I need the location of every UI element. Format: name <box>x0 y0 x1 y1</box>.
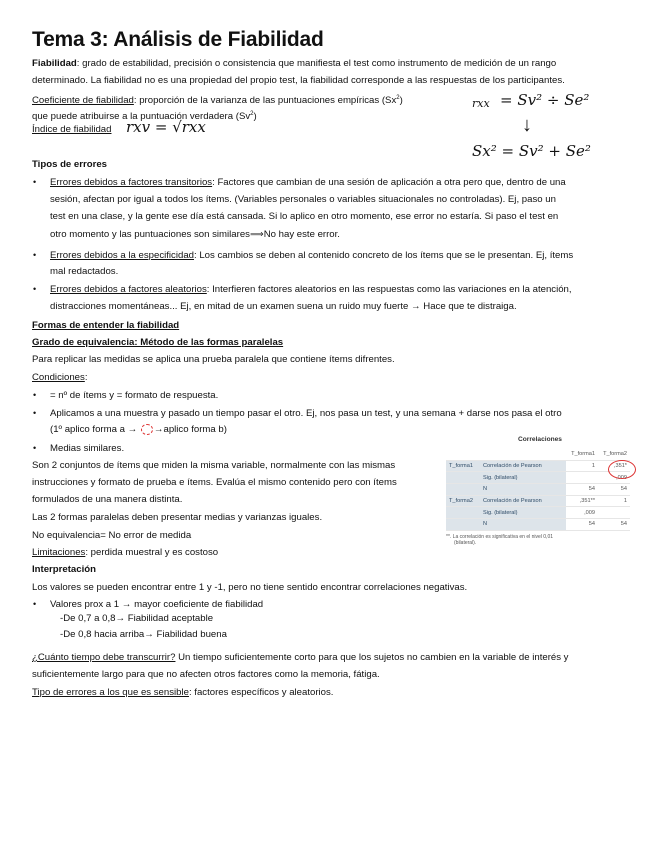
interpretation-sub-2: -De 0,8 hacia arriba→ Fiabilidad buena <box>60 629 227 640</box>
condition-2-line-1: Aplicamos a una muestra y pasado un tiempo pasar el otro. Ej, nos pasa un test, y una semana + darse nos pasa el otro <box>50 408 562 419</box>
row-stat: N <box>480 484 566 496</box>
limitations-label: Limitaciones <box>32 547 86 558</box>
table-row <box>446 484 630 496</box>
row-group <box>446 484 480 496</box>
para-1-line-2: instrucciones y formato de prueba e ítems. Evalúa el mismo contenido pero con ítems <box>32 477 397 488</box>
row-group <box>446 507 480 519</box>
formula-rxx: rxx <box>472 97 490 110</box>
error-1-line-2: sesión, afectan por igual a todos los ítems. (Variables personales o variables situacionales no controladas). Ej, paso un <box>50 194 556 205</box>
cell-value <box>598 507 630 519</box>
interpretation-heading: Interpretación <box>32 564 96 575</box>
row-group: T_forma1 <box>446 460 480 472</box>
formula-ratio: = Sv² ÷ Se² <box>500 91 590 109</box>
formula-sum: Sx² = Sv² + Se² <box>472 142 591 160</box>
error-3-text-1: : Interfieren factores aleatorios en las respuestas como las variaciones en la atención, <box>206 284 572 295</box>
forms-heading: Formas de entender la fiabilidad <box>32 320 180 331</box>
row-stat: Correlación de Pearson <box>480 495 566 507</box>
table-row <box>446 460 630 472</box>
error-1-term: Errores debidos a factores transitorios <box>50 177 213 188</box>
cell-value: 54 <box>598 484 630 496</box>
errors-heading: Tipos de errores <box>32 159 108 170</box>
table-row <box>446 507 630 519</box>
interpretation-sub-1: -De 0,7 a 0,8→ Fiabilidad aceptable <box>60 613 214 624</box>
error-2-text-1: : Los cambios se deben al contenido concreto de los ítems que se le presentan. Ej, ítems <box>194 250 574 261</box>
time-line-2: suficientemente largo para que no afecten otros factores como la memoria, fátiga. <box>32 669 380 680</box>
coef-end-1: ) <box>399 95 403 107</box>
intro-term: Fiabilidad <box>32 58 77 69</box>
bullet-icon: • <box>33 284 37 294</box>
cell-value: ,351** <box>566 495 598 507</box>
cell-value <box>566 472 598 484</box>
equiv-line: Para replicar las medidas se aplica una prueba paralela que contiene ítems difrentes. <box>32 354 395 365</box>
column-header: T_forma2 <box>598 449 630 460</box>
index-term: Índice de fiabilidad <box>32 124 112 135</box>
error-1-line-3: test en una clase, y la gente ese día está cansada. Si lo aplico en otro momento, ese error no estaría. Si paso el test en <box>50 211 559 222</box>
time-line-1 <box>32 649 568 667</box>
index-line <box>32 121 111 139</box>
cell-value: ,009 <box>566 507 598 519</box>
correlations-title: Correlaciones <box>518 436 562 443</box>
error-1-line-1 <box>50 174 566 192</box>
error-2-line-2: mal redactados. <box>50 266 119 277</box>
para-1-line-1: Son 2 conjuntos de ítems que miden la misma variable, normalmente con las mismas <box>32 460 396 471</box>
time-text-1: Un tiempo suficientemente corto para que los sujetos no cambien en la variable de interés y <box>175 652 569 663</box>
bullet-icon: • <box>33 390 37 400</box>
row-stat: Sig. (bilateral) <box>480 507 566 519</box>
coef-text-1: : proporción de la varianza de las puntuaciones empíricas (Sx <box>133 95 397 107</box>
bullet-icon: • <box>33 250 37 260</box>
conditions-colon: : <box>84 372 88 383</box>
sensitivity-line <box>32 684 333 702</box>
bullet-icon: • <box>33 599 37 609</box>
index-formula: rxv = √rxx <box>126 118 206 136</box>
table-note-line-1: **. La correlación es significativa en el nivel 0,01 <box>446 533 554 540</box>
conditions-line <box>32 369 87 387</box>
intro-text-1: : grado de estabilidad, precisión o consistencia que manifiesta el test como instrumento de medición de un rango <box>76 58 557 69</box>
equiv-heading: Grado de equivalencia: Método de las formas paralelas <box>32 337 284 348</box>
interpretation-bullet: Valores prox a 1 → mayor coeficiente de fiabilidad <box>50 599 264 610</box>
coef-text-2: que puede atribuirse a la puntuación verdadera (Sv <box>32 111 251 123</box>
condition-2-text-a: (1º aplico forma a → <box>50 424 138 435</box>
para-1-line-3: formulados de una manera distinta. <box>32 494 183 505</box>
error-2-term: Errores debidos a la especificidad <box>50 250 194 261</box>
condition-2-line-2 <box>50 421 227 439</box>
row-group <box>446 519 480 531</box>
row-stat: Sig. (bilateral) <box>480 472 566 484</box>
time-gap-icon <box>141 424 153 435</box>
bullet-icon: • <box>33 443 37 453</box>
cell-value: 1 <box>566 460 598 472</box>
interpretation-line: Los valores se pueden encontrar entre 1 y -1, pero no tiene sentido encontrar correlaciones negativas. <box>32 582 468 593</box>
table-row <box>446 519 630 531</box>
page-title: Tema 3: Análisis de Fiabilidad <box>32 28 324 51</box>
coef-sup-1: 2 <box>396 95 400 101</box>
coef-sup-2: 2 <box>250 111 254 117</box>
cell-value: ,009 <box>598 472 630 484</box>
cell-value: ,351* <box>598 460 630 472</box>
formula-arrow: ↓ <box>522 114 532 136</box>
coef-end-2: ) <box>253 111 257 123</box>
row-stat: N <box>480 519 566 531</box>
error-2-line-1 <box>50 247 573 265</box>
highlight-circle <box>608 460 636 479</box>
conditions-label: Condiciones <box>32 372 85 383</box>
condition-3: Medias similares. <box>50 443 125 454</box>
condition-1: = nº de ítems y = formato de respuesta. <box>50 390 219 401</box>
table-row <box>446 495 630 507</box>
time-question: ¿Cuánto tiempo debe transcurrir? <box>32 652 176 663</box>
error-1-line-4: otro momento y las puntuaciones son similares⟹No hay este error. <box>50 229 340 240</box>
para-2: Las 2 formas paralelas deben presentar medias y varianzas iguales. <box>32 512 323 523</box>
cell-value: 54 <box>566 484 598 496</box>
error-1-text-1: : Factores que cambian de una sesión de aplicación a otra pero que, dentro de una <box>212 177 566 188</box>
column-header: T_forma1 <box>566 449 598 460</box>
bullet-icon: • <box>33 177 37 187</box>
intro-line-1 <box>32 55 556 73</box>
row-group: T_forma2 <box>446 495 480 507</box>
limitations-text: : perdida muestral y es costoso <box>85 547 219 558</box>
correlations-table <box>446 436 634 546</box>
condition-2-text-b: →aplico forma b) <box>153 424 227 435</box>
para-3: No equivalencia= No error de medida <box>32 530 192 541</box>
cell-value: 54 <box>566 519 598 531</box>
cell-value: 1 <box>598 495 630 507</box>
table-header-row <box>446 449 630 460</box>
sensitivity-text: : factores específicos y aleatorios. <box>188 687 334 698</box>
table-note-line-2: (bilateral). <box>454 539 477 546</box>
sensitivity-label: Tipo de errores a los que es sensible <box>32 687 189 698</box>
error-3-line-2: distracciones momentáneas... Ej, en mitad de un examen suena un ruido muy fuerte → Hace que te distraiga. <box>50 301 517 312</box>
row-group <box>446 472 480 484</box>
bullet-icon: • <box>33 408 37 418</box>
cell-value: 54 <box>598 519 630 531</box>
correlations-grid <box>446 449 630 531</box>
error-3-line-1 <box>50 281 572 299</box>
table-row <box>446 472 630 484</box>
table-note <box>446 534 634 546</box>
error-3-term: Errores debidos a factores aleatorios <box>50 284 207 295</box>
limitations-line <box>32 544 218 562</box>
row-stat: Correlación de Pearson <box>480 460 566 472</box>
intro-line-2: determinado. La fiabilidad no es una propiedad del propio test, la fiabilidad corresponde a las respuestas de los participantes. <box>32 75 565 86</box>
coef-term: Coeficiente de fiabilidad <box>32 95 134 107</box>
